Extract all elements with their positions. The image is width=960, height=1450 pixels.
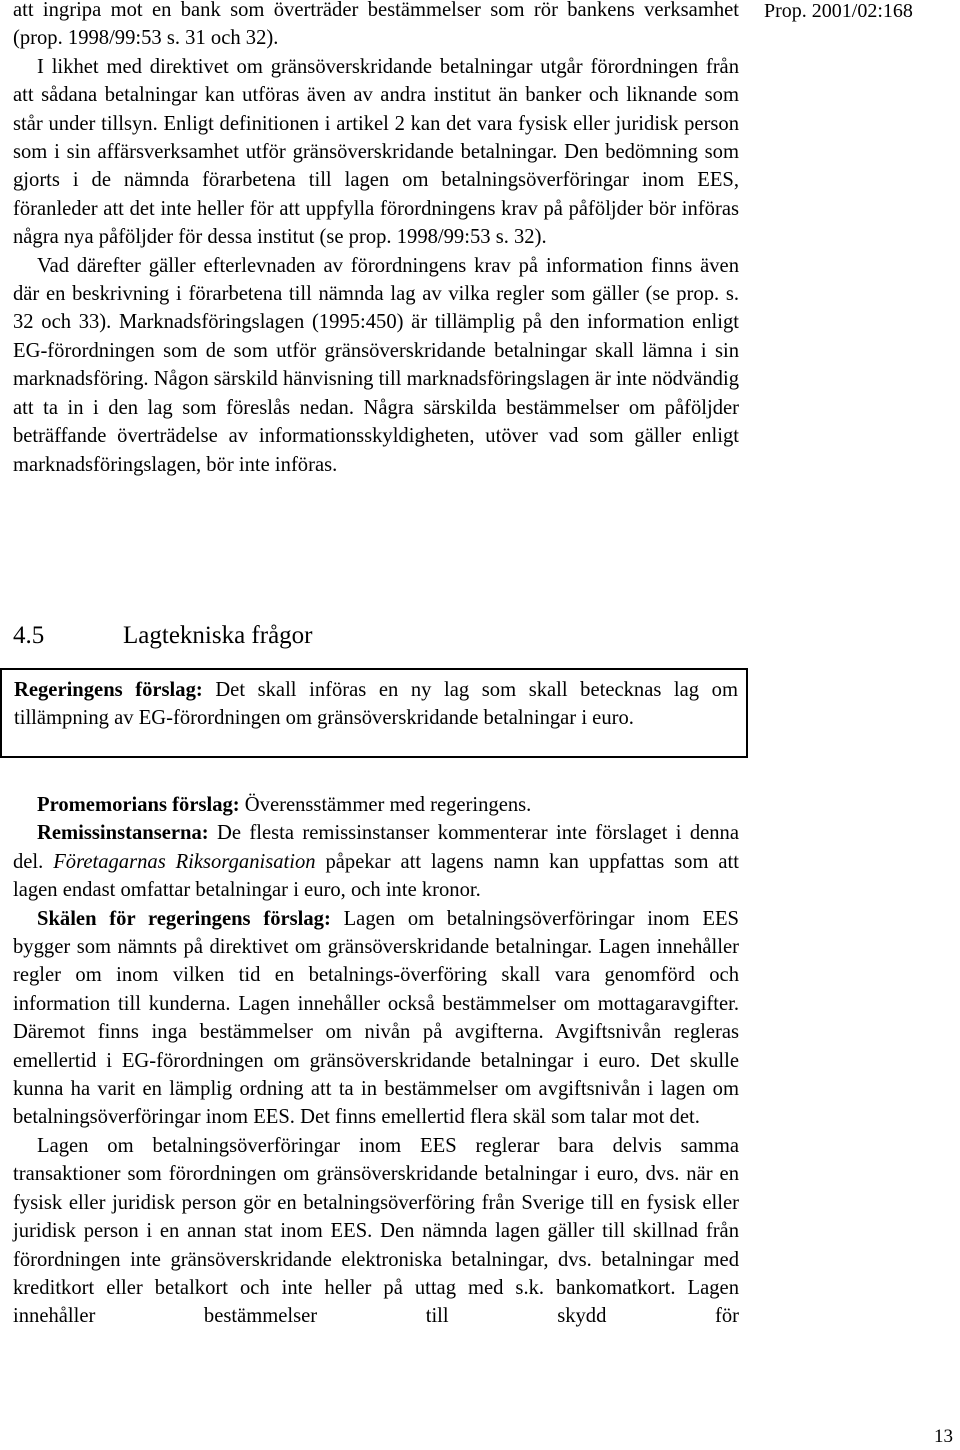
prop-reference: Prop. 2001/02:168 xyxy=(764,0,913,22)
paragraph-ees-law: Lagen om betalningsöverföringar inom EES reglerar bara delvis samma transaktioner som förordningen om gränsöverskridande betalningar i euro, dvs. när en fysisk eller juridisk person gör en betalningsöverföring från Sverige till en fysisk eller juridisk person i en annan stat inom EES. Den nämnda lagen gäller till skillnad från förordningen inte gränsöverskridande elektroniska betalningar, dvs. betalningar med kreditkort eller betalkort och inte heller på uttag med s.k. bankomatkort. Lagen innehåller bestämmelser till skydd för xyxy=(13,1134,739,1328)
remiss-organisation: Företagarnas Riksorganisation xyxy=(53,850,316,873)
remiss-label: Remissinstanserna: xyxy=(37,822,209,845)
skalen-label: Skälen för regeringens förslag: xyxy=(37,907,331,930)
proposal-label: Regeringens förslag: xyxy=(14,679,203,701)
paragraph-remiss xyxy=(13,819,739,904)
body-text-bottom xyxy=(13,791,739,1331)
body-text-top xyxy=(13,0,739,479)
skalen-text: Lagen om betalningsöverföringar inom EES bygger som nämnts på direktivet om gränsöverskridande betalningar. Lagen innehåller regler om inom vilken tid en betalnings-överföring skall vara genomförd och information till kunderna. Lagen innehåller också bestämmelser om mottagaravgifter. Däremot finns inga bestämmelser om nivån på avgifterna. Avgiftsnivån regleras emellertid i EG-förordningen om gränsöverskridande betalningar i euro. Det skulle kunna ha varit en lämplig ordning att ta in bestämmelser om avgiftsnivån i lagen om betalningsöverföringar inom EES. Det finns emellertid flera skäl som talar mot det. xyxy=(13,907,739,1129)
section-title: Lagtekniska frågor xyxy=(123,622,313,649)
paragraph-promemoria xyxy=(13,791,739,819)
proposal-paragraph xyxy=(14,676,738,733)
paragraph-continuation: att ingripa mot en bank som överträder bestämmelser som rör bankens verksamhet (prop. 1998/99:53 s. 31 och 32). xyxy=(13,0,739,50)
proposal-box xyxy=(0,668,748,758)
promemoria-text: Överensstämmer med regeringens. xyxy=(239,794,532,816)
section-number: 4.5 xyxy=(13,622,45,649)
paragraph-compliance: Vad därefter gäller efterlevnaden av förordningens krav på information finns även där en beskrivning i förarbetena till nämnda lag av vilka regler som gäller (se prop. s. 32 och 33). Marknadsföringslagen (1995:450) är tillämplig på den information enligt EG-förordningen som de som utför gränsöverskridande betalningar skall lämna i sin marknadsföring. Någon särskild hänvisning till marknadsföringslagen är inte nödvändig att ta in i den lag som föreslås nedan. Några särskilda bestämmelser om påföljder beträffande överträdelse av informationsskyldigheten, utöver vad som gäller enligt marknadsföringslagen, bör inte införas. xyxy=(13,254,739,476)
page-number: 13 xyxy=(934,1426,953,1447)
remiss-text-2: påpekar att lagens namn kan uppfattas som att lagen endast omfattar betalningar i euro, och inte kronor. xyxy=(13,850,739,902)
proposal-text: Det skall införas en ny lag som skall betecknas lag om tillämpning av EG-förordningen om gränsöverskridande betalningar i euro. xyxy=(14,679,738,730)
remiss-text-1: De flesta remissinstanser kommenterar inte förslaget i denna del. xyxy=(13,822,739,873)
promemoria-label: Promemorians förslag: xyxy=(37,794,240,816)
paragraph-directive: I likhet med direktivet om gränsöverskridande betalningar utgår förordningen från att sådana betalningar kan utföras även av andra institut än banker och liknande som står under tillsyn. Enligt definitionen i artikel 2 kan det vara fysisk eller juridisk person som i sin affärsverksamhet utför gränsöverskridande betalningar. Den bedömning som gjorts i de nämnda förarbetena till lagen om betalningsöverföringar inom EES, föranleder att det inte heller för att uppfylla förordningens krav på påföljder bör införas några nya påföljder för dessa institut (se prop. 1998/99:53 s. 32). xyxy=(13,55,739,249)
section-heading xyxy=(13,620,313,652)
paragraph-skalen xyxy=(13,905,739,1132)
